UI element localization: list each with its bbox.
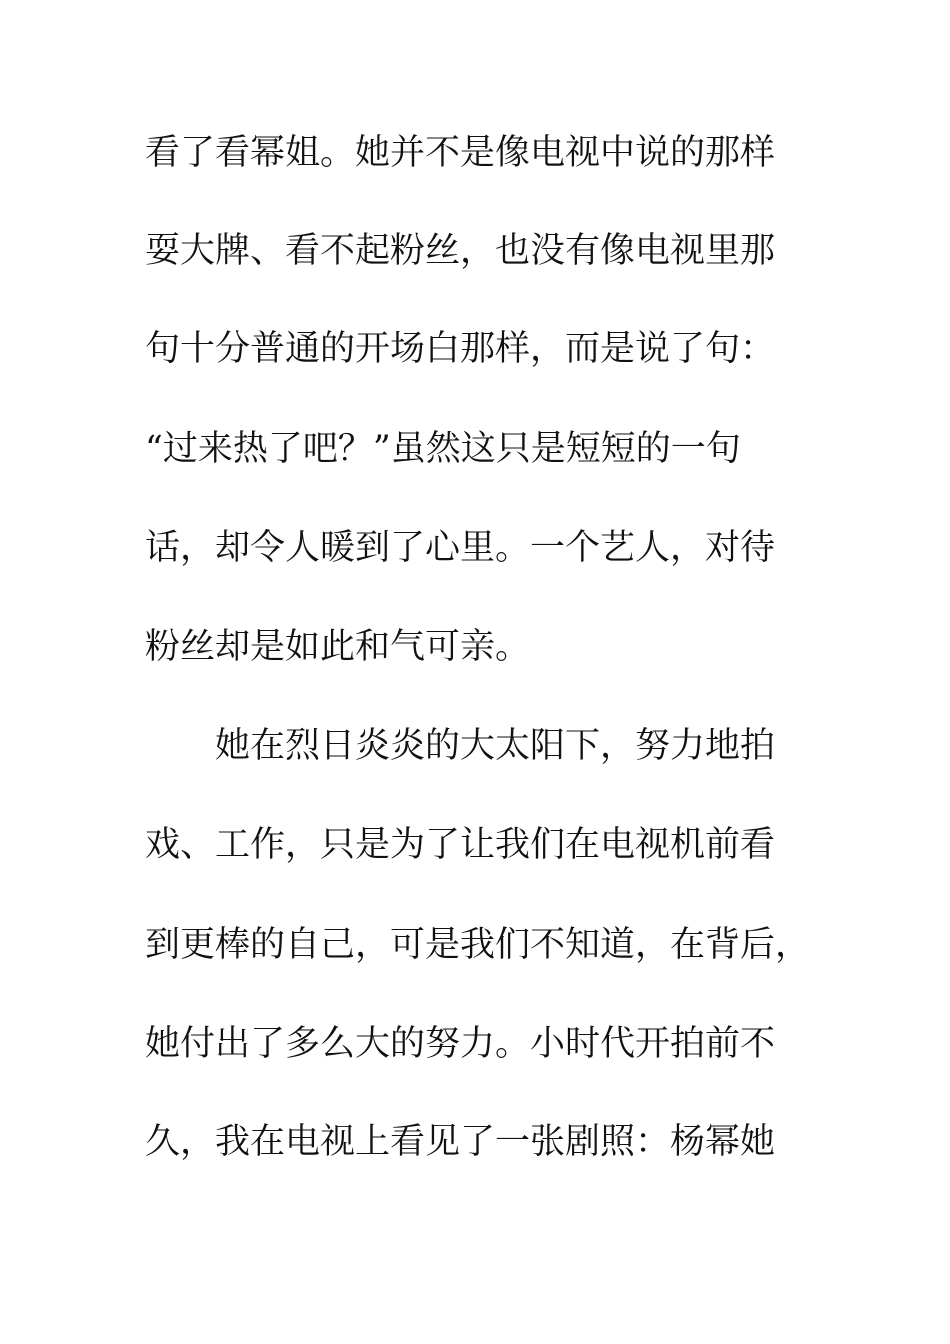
- text-line: 到更棒的自己，可是我们不知道，在背后，: [145, 925, 811, 965]
- paragraph-start-line: 她在烈日炎炎的大太阳下，努力地拍: [215, 726, 776, 766]
- text-line: “过来热了吧？”虽然这只是短短的一句: [145, 429, 741, 469]
- text-line: 看了看幂姐。她并不是像电视中说的那样: [145, 133, 776, 173]
- text-line: 耍大牌、看不起粉丝，也没有像电视里那: [145, 231, 776, 271]
- text-line: 她付出了多么大的努力。小时代开拍前不: [145, 1024, 776, 1064]
- text-line: 戏、工作，只是为了让我们在电视机前看: [145, 825, 776, 865]
- text-line: 粉丝却是如此和气可亲。: [145, 627, 531, 667]
- text-line: 话，却令人暖到了心里。一个艺人，对待: [145, 528, 776, 568]
- text-line: 句十分普通的开场白那样，而是说了句：: [145, 329, 776, 369]
- text-line: 久，我在电视上看见了一张剧照：杨幂她: [145, 1122, 776, 1162]
